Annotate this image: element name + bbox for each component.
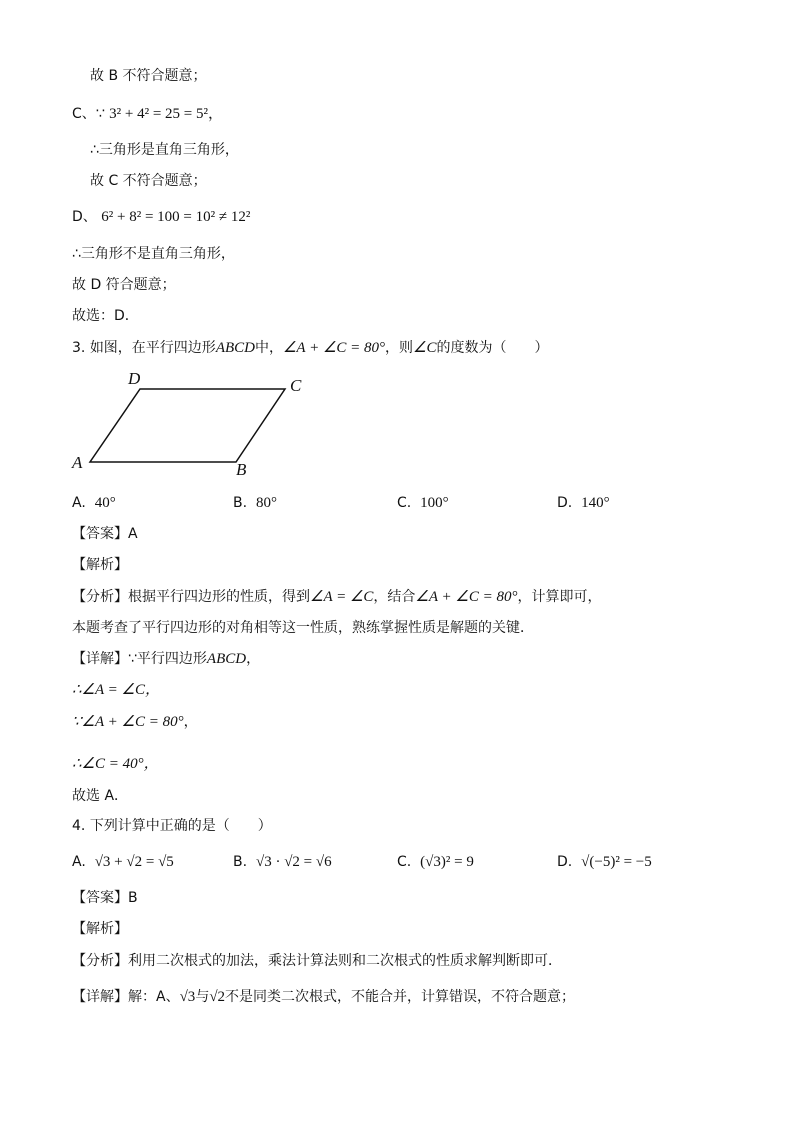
equation-d: 6² + 8² = 100 = 10² ≠ 12² xyxy=(101,209,251,225)
option-value: 80° xyxy=(255,495,277,511)
q3-parallelogram-name: ABCD xyxy=(215,340,255,356)
q3-option-a[interactable] xyxy=(72,493,116,513)
q3-stem-part: 如图，在平行四边形 xyxy=(89,340,216,356)
option-expression: √3 · √2 = √6 xyxy=(255,854,332,870)
option-key: A. xyxy=(72,495,86,511)
detail-radical: √3 xyxy=(179,989,196,1005)
fenxi-text: ，结合 xyxy=(373,589,416,605)
q3-answer xyxy=(72,524,138,544)
prev-line-d-result: 故 D 符合题意； xyxy=(72,277,176,293)
fenxi-text: 根据平行四边形的性质，得到 xyxy=(128,589,310,605)
fenxi-text: ，计算即可， xyxy=(517,589,602,605)
vertex-label-a: A xyxy=(72,453,83,472)
option-key: B. xyxy=(233,854,248,870)
option-expression: √3 + √2 = √5 xyxy=(94,854,174,870)
answer-tag: 【答案】 xyxy=(72,526,128,542)
option-expression: (√3)² = 9 xyxy=(420,854,474,870)
detail-tag: 【详解】 xyxy=(72,651,128,667)
q4-option-a[interactable] xyxy=(72,852,174,872)
q4-stem xyxy=(72,816,272,836)
detail-text: ∵平行四边形 xyxy=(128,651,207,667)
q3-fenxi xyxy=(72,587,601,607)
vertex-label-b: B xyxy=(236,460,247,479)
option-key: C. xyxy=(397,495,412,511)
detail-text: 与 xyxy=(195,989,210,1005)
q3-option-c[interactable] xyxy=(397,493,449,513)
fenxi-equation: ∠A = ∠C xyxy=(310,589,374,605)
q4-detail xyxy=(72,987,575,1007)
q3-stem xyxy=(72,338,548,358)
q4-fenxi xyxy=(72,951,562,971)
option-key: D. xyxy=(557,495,573,511)
prefix-d: D、 xyxy=(72,209,97,225)
prev-line-c xyxy=(72,104,223,124)
parallelogram-shape xyxy=(90,389,285,462)
detail-parallelogram-name: ABCD xyxy=(206,651,247,667)
prev-line-d-conclusion: ∴三角形不是直角三角形， xyxy=(72,246,235,262)
prev-line-c-conclusion: ∴三角形是直角三角形， xyxy=(90,142,239,158)
option-value: 100° xyxy=(420,495,449,511)
q3-target-angle: ∠C xyxy=(413,340,437,356)
prev-line-b: 故 B 不符合题意； xyxy=(90,68,207,84)
q4-number: 4. xyxy=(72,818,86,834)
vertex-label-c: C xyxy=(290,376,302,395)
q4-option-d[interactable] xyxy=(557,852,652,872)
q3-stem-part: 的度数为（ ） xyxy=(436,340,549,356)
q3-option-b[interactable] xyxy=(233,493,277,513)
parallelogram-figure xyxy=(60,362,320,482)
prefix-c: C、∵ xyxy=(72,106,105,122)
q3-step2 xyxy=(72,712,198,732)
detail-radical: √2 xyxy=(209,989,226,1005)
vertex-label-d: D xyxy=(128,369,141,388)
detail-text: ， xyxy=(246,651,261,667)
step2-equation: ∵∠A + ∠C = 80° xyxy=(72,714,184,730)
prev-answer: 故选：D． xyxy=(72,308,139,324)
fenxi-text: 利用二次根式的加法，乘法计算法则和二次根式的性质求解判断即可． xyxy=(128,953,562,969)
q4-stem-text: 下列计算中正确的是（ ） xyxy=(89,818,272,834)
option-key: D. xyxy=(557,854,573,870)
fenxi-equation: ∠A + ∠C = 80° xyxy=(415,589,518,605)
option-key: A. xyxy=(72,854,86,870)
fenxi-tag: 【分析】 xyxy=(72,589,128,605)
q3-analysis-tag: 【解析】 xyxy=(72,557,128,573)
option-value: 140° xyxy=(581,495,610,511)
fenxi-tag: 【分析】 xyxy=(72,953,128,969)
q3-conclusion: 故选 A． xyxy=(72,788,129,804)
q4-answer xyxy=(72,888,138,908)
q3-fenxi-line2: 本题考查了平行四边形的对角相等这一性质，熟练掌握性质是解题的关键． xyxy=(72,620,534,636)
q4-option-b[interactable] xyxy=(233,852,332,872)
detail-tag: 【详解】 xyxy=(72,989,128,1005)
answer-tag: 【答案】 xyxy=(72,890,128,906)
answer-value: A xyxy=(128,526,138,542)
prev-line-c-result: 故 C 不符合题意； xyxy=(90,173,207,189)
option-value: 40° xyxy=(94,495,116,511)
q3-option-d[interactable] xyxy=(557,493,610,513)
q3-step3: ∴∠C = 40°， xyxy=(72,756,159,772)
q4-analysis-tag: 【解析】 xyxy=(72,921,128,937)
q4-option-c[interactable] xyxy=(397,852,474,872)
q3-step1: ∴∠A = ∠C， xyxy=(72,682,160,698)
step2-tail: ， xyxy=(183,714,198,730)
option-key: B. xyxy=(233,495,248,511)
answer-value: B xyxy=(128,890,138,906)
q3-number: 3. xyxy=(72,340,86,356)
equation-c: 3² + 4² = 25 = 5²， xyxy=(109,106,224,122)
detail-text: 解：A、 xyxy=(128,989,180,1005)
q3-condition: ∠A + ∠C = 80° xyxy=(282,340,386,356)
q3-detail xyxy=(72,649,260,669)
detail-text: 不是同类二次根式，不能合并，计算错误，不符合题意； xyxy=(225,989,576,1005)
q3-stem-part: 中， xyxy=(254,340,283,356)
prev-line-d xyxy=(72,207,250,227)
q3-stem-part: ，则 xyxy=(385,340,414,356)
option-expression: √(−5)² = −5 xyxy=(581,854,652,870)
option-key: C. xyxy=(397,854,412,870)
